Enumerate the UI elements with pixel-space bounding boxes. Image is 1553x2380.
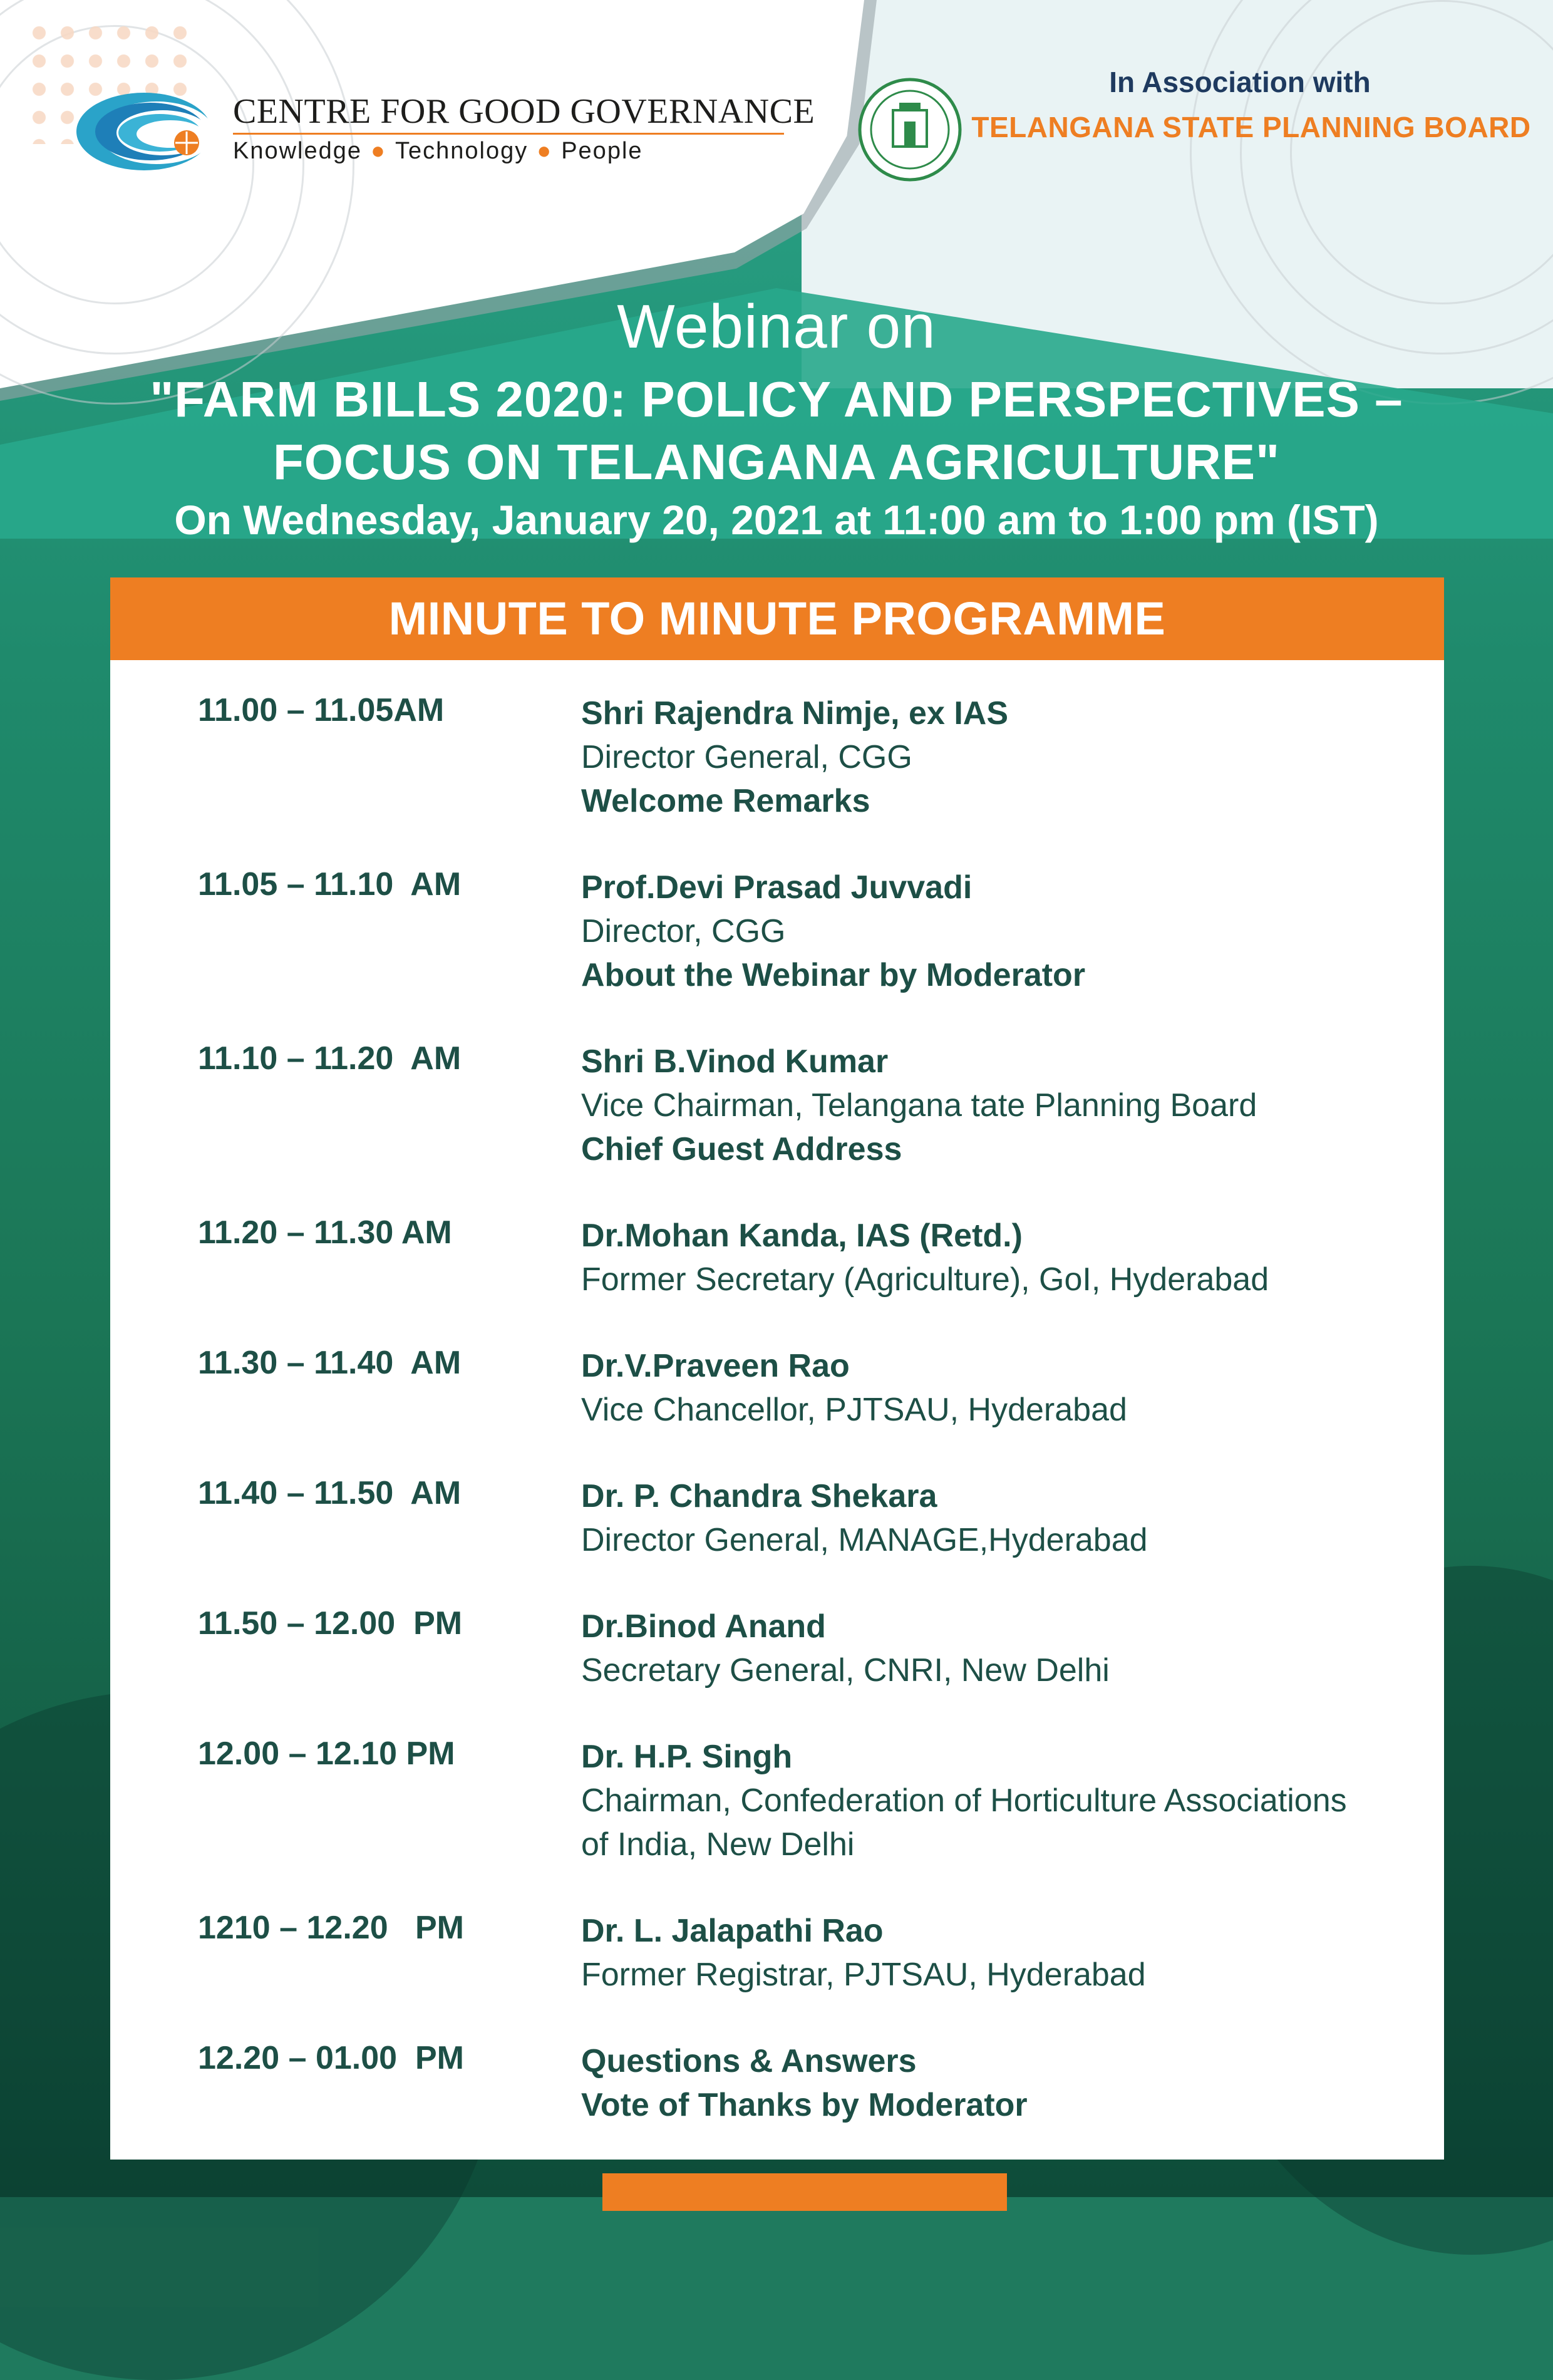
programme-details <box>581 1909 1414 1997</box>
speaker-detail: Vote of Thanks by Moderator <box>581 2087 1028 2123</box>
programme-details <box>581 866 1414 997</box>
speaker-name: Dr.V.Praveen Rao <box>581 1348 850 1384</box>
speaker-detail: Chief Guest Address <box>581 1131 902 1167</box>
programme-time: 11.10 – 11.20 AM <box>198 1040 462 1077</box>
programme-card <box>110 577 1444 2160</box>
cgg-rule <box>233 133 784 135</box>
speaker-detail: Vice Chancellor, PJTSAU, Hyderabad <box>581 1392 1127 1428</box>
speaker-detail: Vice Chairman, Telangana tate Planning Board <box>581 1087 1257 1124</box>
speaker-detail: Former Registrar, PJTSAU, Hyderabad <box>581 1957 1146 1993</box>
speaker-name: Questions & Answers <box>581 2043 917 2079</box>
programme-time: 11.05 – 11.10 AM <box>198 866 462 903</box>
speaker-name: Dr. H.P. Singh <box>581 1739 793 1775</box>
event-prefix: Webinar on <box>617 292 936 361</box>
programme-details <box>581 691 1414 823</box>
speaker-name: Dr. L. Jalapathi Rao <box>581 1913 884 1949</box>
programme-details <box>581 1040 1414 1171</box>
bottom-tab <box>602 2173 1007 2211</box>
speaker-detail: Secretary General, CNRI, New Delhi <box>581 1652 1110 1689</box>
programme-heading: MINUTE TO MINUTE PROGRAMME <box>110 577 1444 660</box>
speaker-detail: Director General, MANAGE,Hyderabad <box>581 1522 1148 1558</box>
programme-time: 11.40 – 11.50 AM <box>198 1475 462 1511</box>
speaker-name: Prof.Devi Prasad Juvvadi <box>581 869 973 906</box>
programme-time: 12.20 – 01.00 PM <box>198 2040 464 2076</box>
speaker-detail: of India, New Delhi <box>581 1826 855 1863</box>
programme-details <box>581 2039 1414 2127</box>
association-label: In Association with <box>1109 66 1371 98</box>
event-date-time: On Wednesday, January 20, 2021 at 11:00 am to 1:00 pm (IST) <box>174 497 1379 543</box>
tagline-knowledge: Knowledge <box>233 138 363 164</box>
speaker-detail: Former Secretary (Agriculture), GoI, Hyderabad <box>581 1261 1269 1298</box>
programme-time: 1210 – 12.20 PM <box>198 1910 464 1946</box>
programme-time: 12.00 – 12.10 PM <box>198 1736 455 1772</box>
speaker-detail: Welcome Remarks <box>581 783 870 819</box>
programme-time: 11.50 – 12.00 PM <box>198 1605 463 1642</box>
speaker-name: Dr. P. Chandra Shekara <box>581 1478 937 1514</box>
speaker-name: Shri Rajendra Nimje, ex IAS <box>581 695 1009 732</box>
speaker-name: Shri B.Vinod Kumar <box>581 1043 889 1080</box>
programme-time: 11.30 – 11.40 AM <box>198 1345 462 1381</box>
cgg-logo <box>75 88 815 175</box>
programme-details <box>581 1344 1414 1432</box>
speaker-detail: Chairman, Confederation of Horticulture Associations <box>581 1782 1347 1819</box>
bullet-icon: ● <box>537 138 553 164</box>
event-title-line-2: FOCUS ON TELANGANA AGRICULTURE" <box>272 434 1281 490</box>
speaker-detail: Director, CGG <box>581 913 786 949</box>
tagline-people: People <box>561 138 643 164</box>
cgg-swirl-icon <box>75 88 219 175</box>
event-title-line-1: "FARM BILLS 2020: POLICY AND PERSPECTIVES – <box>150 371 1403 427</box>
bullet-icon: ● <box>371 138 386 164</box>
speaker-detail: About the Webinar by Moderator <box>581 957 1086 993</box>
cgg-name: CENTRE FOR GOOD GOVERNANCE <box>233 92 815 131</box>
telangana-seal-icon <box>858 78 962 182</box>
programme-details <box>581 1735 1414 1866</box>
cgg-tagline <box>233 138 643 165</box>
speaker-name: Dr.Binod Anand <box>581 1608 826 1645</box>
speaker-name: Dr.Mohan Kanda, IAS (Retd.) <box>581 1218 1023 1254</box>
programme-details <box>581 1474 1414 1562</box>
partner-name: TELANGANA STATE PLANNING BOARD <box>971 111 1531 143</box>
programme-details <box>581 1214 1414 1301</box>
programme-time: 11.00 – 11.05AM <box>198 692 445 728</box>
speaker-detail: Director General, CGG <box>581 739 912 775</box>
tagline-technology: Technology <box>395 138 529 164</box>
programme-details <box>581 1605 1414 1692</box>
programme-time: 11.20 – 11.30 AM <box>198 1214 452 1251</box>
